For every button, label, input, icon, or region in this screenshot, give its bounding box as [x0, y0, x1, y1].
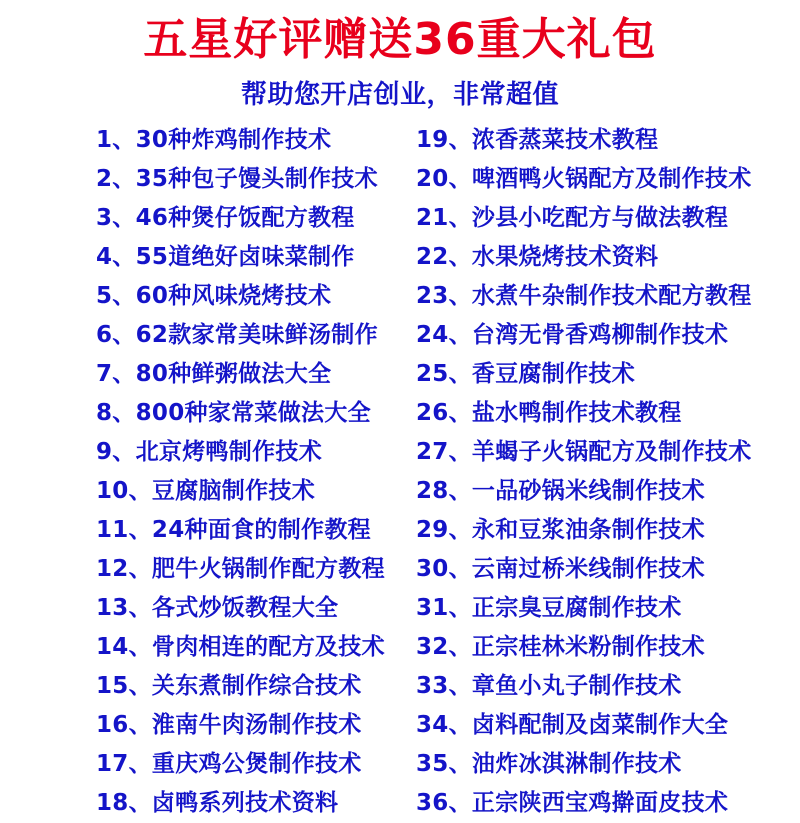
list-item: 4、55道绝好卤味菜制作 [96, 243, 355, 270]
list-item: 7、80种鲜粥做法大全 [96, 360, 332, 387]
gift-list-left-column [10, 121, 400, 823]
list-item: 21、沙县小吃配方与做法教程 [416, 204, 729, 231]
list-item: 22、水果烧烤技术资料 [416, 243, 659, 270]
list-item: 36、正宗陕西宝鸡擀面皮技术 [416, 789, 729, 816]
gift-list [10, 121, 790, 823]
list-item: 5、60种风味烧烤技术 [96, 282, 332, 309]
list-item: 26、盐水鸭制作技术教程 [416, 399, 682, 426]
list-item: 27、羊蝎子火锅配方及制作技术 [416, 438, 752, 465]
list-item: 33、章鱼小丸子制作技术 [416, 672, 682, 699]
page-title: 五星好评赠送36重大礼包 [143, 14, 657, 65]
gift-list-right-column [400, 121, 790, 823]
list-item: 24、台湾无骨香鸡柳制作技术 [416, 321, 729, 348]
list-item: 9、北京烤鸭制作技术 [96, 438, 323, 465]
list-item: 34、卤料配制及卤菜制作大全 [416, 711, 729, 738]
list-item: 13、各式炒饭教程大全 [96, 594, 339, 621]
list-item: 1、30种炸鸡制作技术 [96, 126, 332, 153]
list-item: 17、重庆鸡公煲制作技术 [96, 750, 362, 777]
list-item: 35、油炸冰淇淋制作技术 [416, 750, 682, 777]
list-item: 15、关东煮制作综合技术 [96, 672, 362, 699]
list-item: 32、正宗桂林米粉制作技术 [416, 633, 705, 660]
list-item: 20、啤酒鸭火锅配方及制作技术 [416, 165, 752, 192]
list-item: 18、卤鸭系列技术资料 [96, 789, 339, 816]
list-item: 14、骨肉相连的配方及技术 [96, 633, 385, 660]
list-item: 3、46种煲仔饭配方教程 [96, 204, 355, 231]
list-item: 30、云南过桥米线制作技术 [416, 555, 705, 582]
list-item: 16、淮南牛肉汤制作技术 [96, 711, 362, 738]
list-item: 2、35种包子馒头制作技术 [96, 165, 378, 192]
list-item: 12、肥牛火锅制作配方教程 [96, 555, 385, 582]
list-item: 29、永和豆浆油条制作技术 [416, 516, 705, 543]
list-item: 23、水煮牛杂制作技术配方教程 [416, 282, 752, 309]
list-item: 28、一品砂锅米线制作技术 [416, 477, 705, 504]
list-item: 11、24种面食的制作教程 [96, 516, 371, 543]
list-item: 25、香豆腐制作技术 [416, 360, 636, 387]
list-item: 6、62款家常美味鲜汤制作 [96, 321, 378, 348]
list-item: 31、正宗臭豆腐制作技术 [416, 594, 682, 621]
list-item: 19、浓香蒸菜技术教程 [416, 126, 659, 153]
list-item: 8、800种家常菜做法大全 [96, 399, 371, 426]
page-subtitle: 帮助您开店创业，非常超值 [240, 79, 559, 110]
list-item: 10、豆腐脑制作技术 [96, 477, 316, 504]
